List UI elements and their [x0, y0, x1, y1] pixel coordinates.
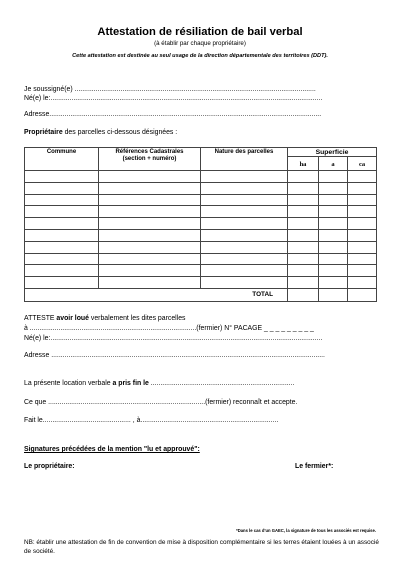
atteste-line: [24, 315, 186, 322]
total-ha-cell[interactable]: [288, 288, 319, 301]
unit-ca: ca: [348, 157, 377, 171]
parcels-intro-bold: Propriétaire: [24, 129, 63, 136]
end-date-rest: ...........................................................................: [148, 380, 295, 387]
atteste-rest: verbalement les dites parcelles: [88, 315, 186, 322]
table-total-row: [25, 288, 377, 301]
signatures-heading: Signatures précédées de la mention "lu et approuvé":: [24, 446, 200, 453]
table-row[interactable]: [25, 241, 377, 253]
parcels-intro-rest: des parcelles ci-dessous désignées :: [62, 129, 178, 136]
table-row[interactable]: [25, 277, 377, 289]
total-a-cell[interactable]: [319, 288, 348, 301]
end-date-bold: a pris fin le: [112, 380, 149, 387]
owner-birthdate-line[interactable]: Né(e) le:..............................................................................................................................................: [24, 95, 323, 102]
end-date-line[interactable]: [24, 380, 294, 387]
col-references: [99, 148, 201, 171]
atteste-bold: avoir loué: [56, 315, 89, 322]
unit-ha: ha: [288, 157, 319, 171]
table-row[interactable]: [25, 194, 377, 206]
document-subtitle: (à établir par chaque propriétaire): [154, 40, 246, 47]
table-row[interactable]: [25, 171, 377, 183]
parcels-table: [24, 147, 377, 302]
total-ca-cell[interactable]: [348, 288, 377, 301]
document-title: Attestation de résiliation de bail verbal: [97, 26, 303, 38]
farmer-name-pacage-line[interactable]: à .......................................................................................(fermier) N° PACAGE _ _ _ _ _ _ _ _ _: [24, 325, 314, 332]
nb-note: NB: établir une attestation de fin de convention de mise à disposition complémentaire si les terres étaient louées à un associé de société.: [24, 539, 379, 555]
col-superficie: Superficie: [288, 148, 377, 157]
table-row[interactable]: [25, 206, 377, 218]
col-nature: Nature des parcelles: [201, 148, 288, 171]
usage-notice: Cette attestation est destinée au seul usage de la direction départementale des territoires (DDT).: [72, 53, 328, 59]
table-row[interactable]: [25, 253, 377, 265]
farmer-signature-label: Le fermier*:: [295, 463, 334, 470]
table-header-row: [25, 148, 377, 157]
col-references-line2: (section + numéro): [122, 156, 177, 162]
gaec-note: *Dans le cas d'un GAEC, la signature de tous les associés est requise.: [236, 528, 376, 533]
table-row[interactable]: [25, 218, 377, 230]
table-row[interactable]: [25, 229, 377, 241]
owner-address-line[interactable]: Adresse..............................................................................................................................................: [24, 111, 322, 118]
parcels-intro: [24, 129, 177, 136]
table-row[interactable]: [25, 182, 377, 194]
farmer-acceptance-line[interactable]: Ce que ..................................................................................(fermier) reconnaît et accepte.: [24, 399, 298, 406]
farmer-birthdate-line[interactable]: Né(e) le:..............................................................................................................................................: [24, 335, 323, 342]
col-references-line1: Références Cadastrales: [115, 149, 184, 155]
fait-le-line[interactable]: Fait le.............................................. , à........................................................................: [24, 417, 279, 424]
col-commune: Commune: [25, 148, 99, 171]
table-row[interactable]: [25, 265, 377, 277]
owner-signature-label: Le propriétaire:: [24, 463, 75, 470]
farmer-address-line[interactable]: Adresse ...............................................................................................................................................: [24, 352, 325, 359]
end-date-prefix: La présente location verbale: [24, 380, 113, 387]
total-label: TOTAL: [25, 288, 288, 301]
owner-name-line[interactable]: Je soussigné(e) ..............................................................................................................................: [24, 86, 316, 93]
unit-a: a: [319, 157, 348, 171]
atteste-prefix: ATTESTE: [24, 315, 57, 322]
